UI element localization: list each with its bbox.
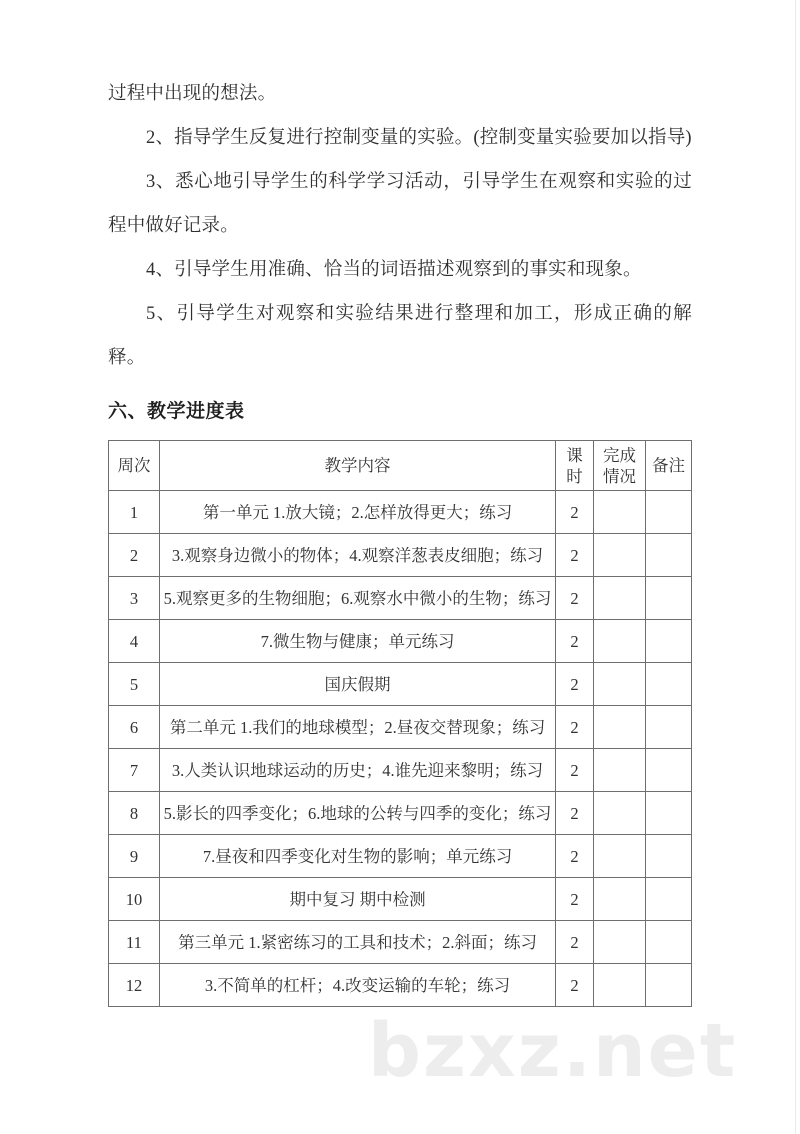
- cell-status: [594, 663, 646, 706]
- table-row: [109, 620, 692, 663]
- section-heading-teaching-schedule: 六、教学进度表: [108, 401, 245, 422]
- table-row: [109, 534, 692, 577]
- cell-content: 7.昼夜和四季变化对生物的影响；单元练习: [160, 835, 556, 878]
- cell-week: 5: [109, 663, 160, 706]
- table-row: [109, 663, 692, 706]
- table-row: [109, 835, 692, 878]
- cell-content: 5.影长的四季变化；6.地球的公转与四季的变化；练习: [160, 792, 556, 835]
- table-row: [109, 878, 692, 921]
- paragraph-item-3: 3、悉心地引导学生的科学学习活动，引导学生在观察和实验的过程中做好记录。: [108, 172, 692, 236]
- column-header-week: 周次: [109, 441, 160, 491]
- cell-status: [594, 620, 646, 663]
- table-body: [109, 491, 692, 1007]
- column-header-remark: 备注: [646, 441, 692, 491]
- column-header-content: 教学内容: [160, 441, 556, 491]
- cell-remark: [646, 835, 692, 878]
- cell-week: 8: [109, 792, 160, 835]
- site-watermark: bzxz.net: [368, 1008, 738, 1094]
- cell-status: [594, 706, 646, 749]
- document-content: [108, 72, 692, 1007]
- column-header-status-line1: 完成: [603, 445, 636, 465]
- cell-status: [594, 878, 646, 921]
- cell-status: [594, 921, 646, 964]
- cell-remark: [646, 921, 692, 964]
- cell-content: 国庆假期: [160, 663, 556, 706]
- table-row: [109, 491, 692, 534]
- cell-remark: [646, 749, 692, 792]
- cell-content: 5.观察更多的生物细胞；6.观察水中微小的生物；练习: [160, 577, 556, 620]
- cell-week: 12: [109, 964, 160, 1007]
- cell-status: [594, 792, 646, 835]
- cell-week: 9: [109, 835, 160, 878]
- cell-remark: [646, 534, 692, 577]
- cell-hours: 2: [556, 620, 594, 663]
- cell-remark: [646, 577, 692, 620]
- cell-content: 第一单元 1.放大镜；2.怎样放得更大；练习: [160, 491, 556, 534]
- cell-hours: 2: [556, 835, 594, 878]
- cell-week: 2: [109, 534, 160, 577]
- cell-remark: [646, 964, 692, 1007]
- cell-status: [594, 964, 646, 1007]
- cell-hours: 2: [556, 577, 594, 620]
- cell-remark: [646, 620, 692, 663]
- cell-week: 11: [109, 921, 160, 964]
- column-header-hours-line1: 课: [566, 445, 583, 465]
- cell-status: [594, 534, 646, 577]
- column-header-hours-line2: 时: [566, 466, 583, 486]
- paragraph-item-5: 5、引导学生对观察和实验结果进行整理和加工，形成正确的解释。: [108, 304, 692, 368]
- cell-hours: 2: [556, 878, 594, 921]
- table-row: [109, 921, 692, 964]
- cell-remark: [646, 663, 692, 706]
- table-row: [109, 964, 692, 1007]
- cell-content: 7.微生物与健康；单元练习: [160, 620, 556, 663]
- table-row: [109, 792, 692, 835]
- cell-week: 10: [109, 878, 160, 921]
- cell-hours: 2: [556, 706, 594, 749]
- cell-content: 3.人类认识地球运动的历史；4.谁先迎来黎明；练习: [160, 749, 556, 792]
- paragraph-item-4: 4、引导学生用准确、恰当的词语描述观察到的事实和现象。: [146, 260, 642, 280]
- cell-hours: 2: [556, 491, 594, 534]
- cell-remark: [646, 878, 692, 921]
- cell-week: 4: [109, 620, 160, 663]
- cell-hours: 2: [556, 964, 594, 1007]
- cell-hours: 2: [556, 749, 594, 792]
- table-row: [109, 706, 692, 749]
- cell-week: 7: [109, 749, 160, 792]
- column-header-hours: [556, 441, 594, 491]
- column-header-status: [594, 441, 646, 491]
- cell-status: [594, 577, 646, 620]
- cell-hours: 2: [556, 921, 594, 964]
- cell-status: [594, 835, 646, 878]
- cell-week: 1: [109, 491, 160, 534]
- cell-week: 3: [109, 577, 160, 620]
- cell-hours: 2: [556, 792, 594, 835]
- cell-content: 第二单元 1.我们的地球模型；2.昼夜交替现象；练习: [160, 706, 556, 749]
- cell-content: 第三单元 1.紧密练习的工具和技术；2.斜面；练习: [160, 921, 556, 964]
- schedule-table-wrapper: [108, 440, 692, 1007]
- cell-remark: [646, 706, 692, 749]
- page-scan-edge: [795, 0, 796, 1134]
- paragraph-continued: 过程中出现的想法。: [108, 84, 277, 104]
- cell-content: 期中复习 期中检测: [160, 878, 556, 921]
- cell-week: 6: [109, 706, 160, 749]
- column-header-status-line2: 情况: [603, 466, 636, 486]
- cell-hours: 2: [556, 663, 594, 706]
- cell-remark: [646, 491, 692, 534]
- cell-hours: 2: [556, 534, 594, 577]
- cell-status: [594, 749, 646, 792]
- teaching-schedule-table: [108, 440, 692, 1007]
- table-row: [109, 749, 692, 792]
- cell-status: [594, 491, 646, 534]
- cell-content: 3.观察身边微小的物体；4.观察洋葱表皮细胞；练习: [160, 534, 556, 577]
- paragraph-item-2: 2、指导学生反复进行控制变量的实验。(控制变量实验要加以指导): [146, 128, 692, 148]
- cell-remark: [646, 792, 692, 835]
- cell-content: 3.不简单的杠杆；4.改变运输的车轮；练习: [160, 964, 556, 1007]
- table-header-row: [109, 441, 692, 491]
- table-head: [109, 441, 692, 491]
- table-row: [109, 577, 692, 620]
